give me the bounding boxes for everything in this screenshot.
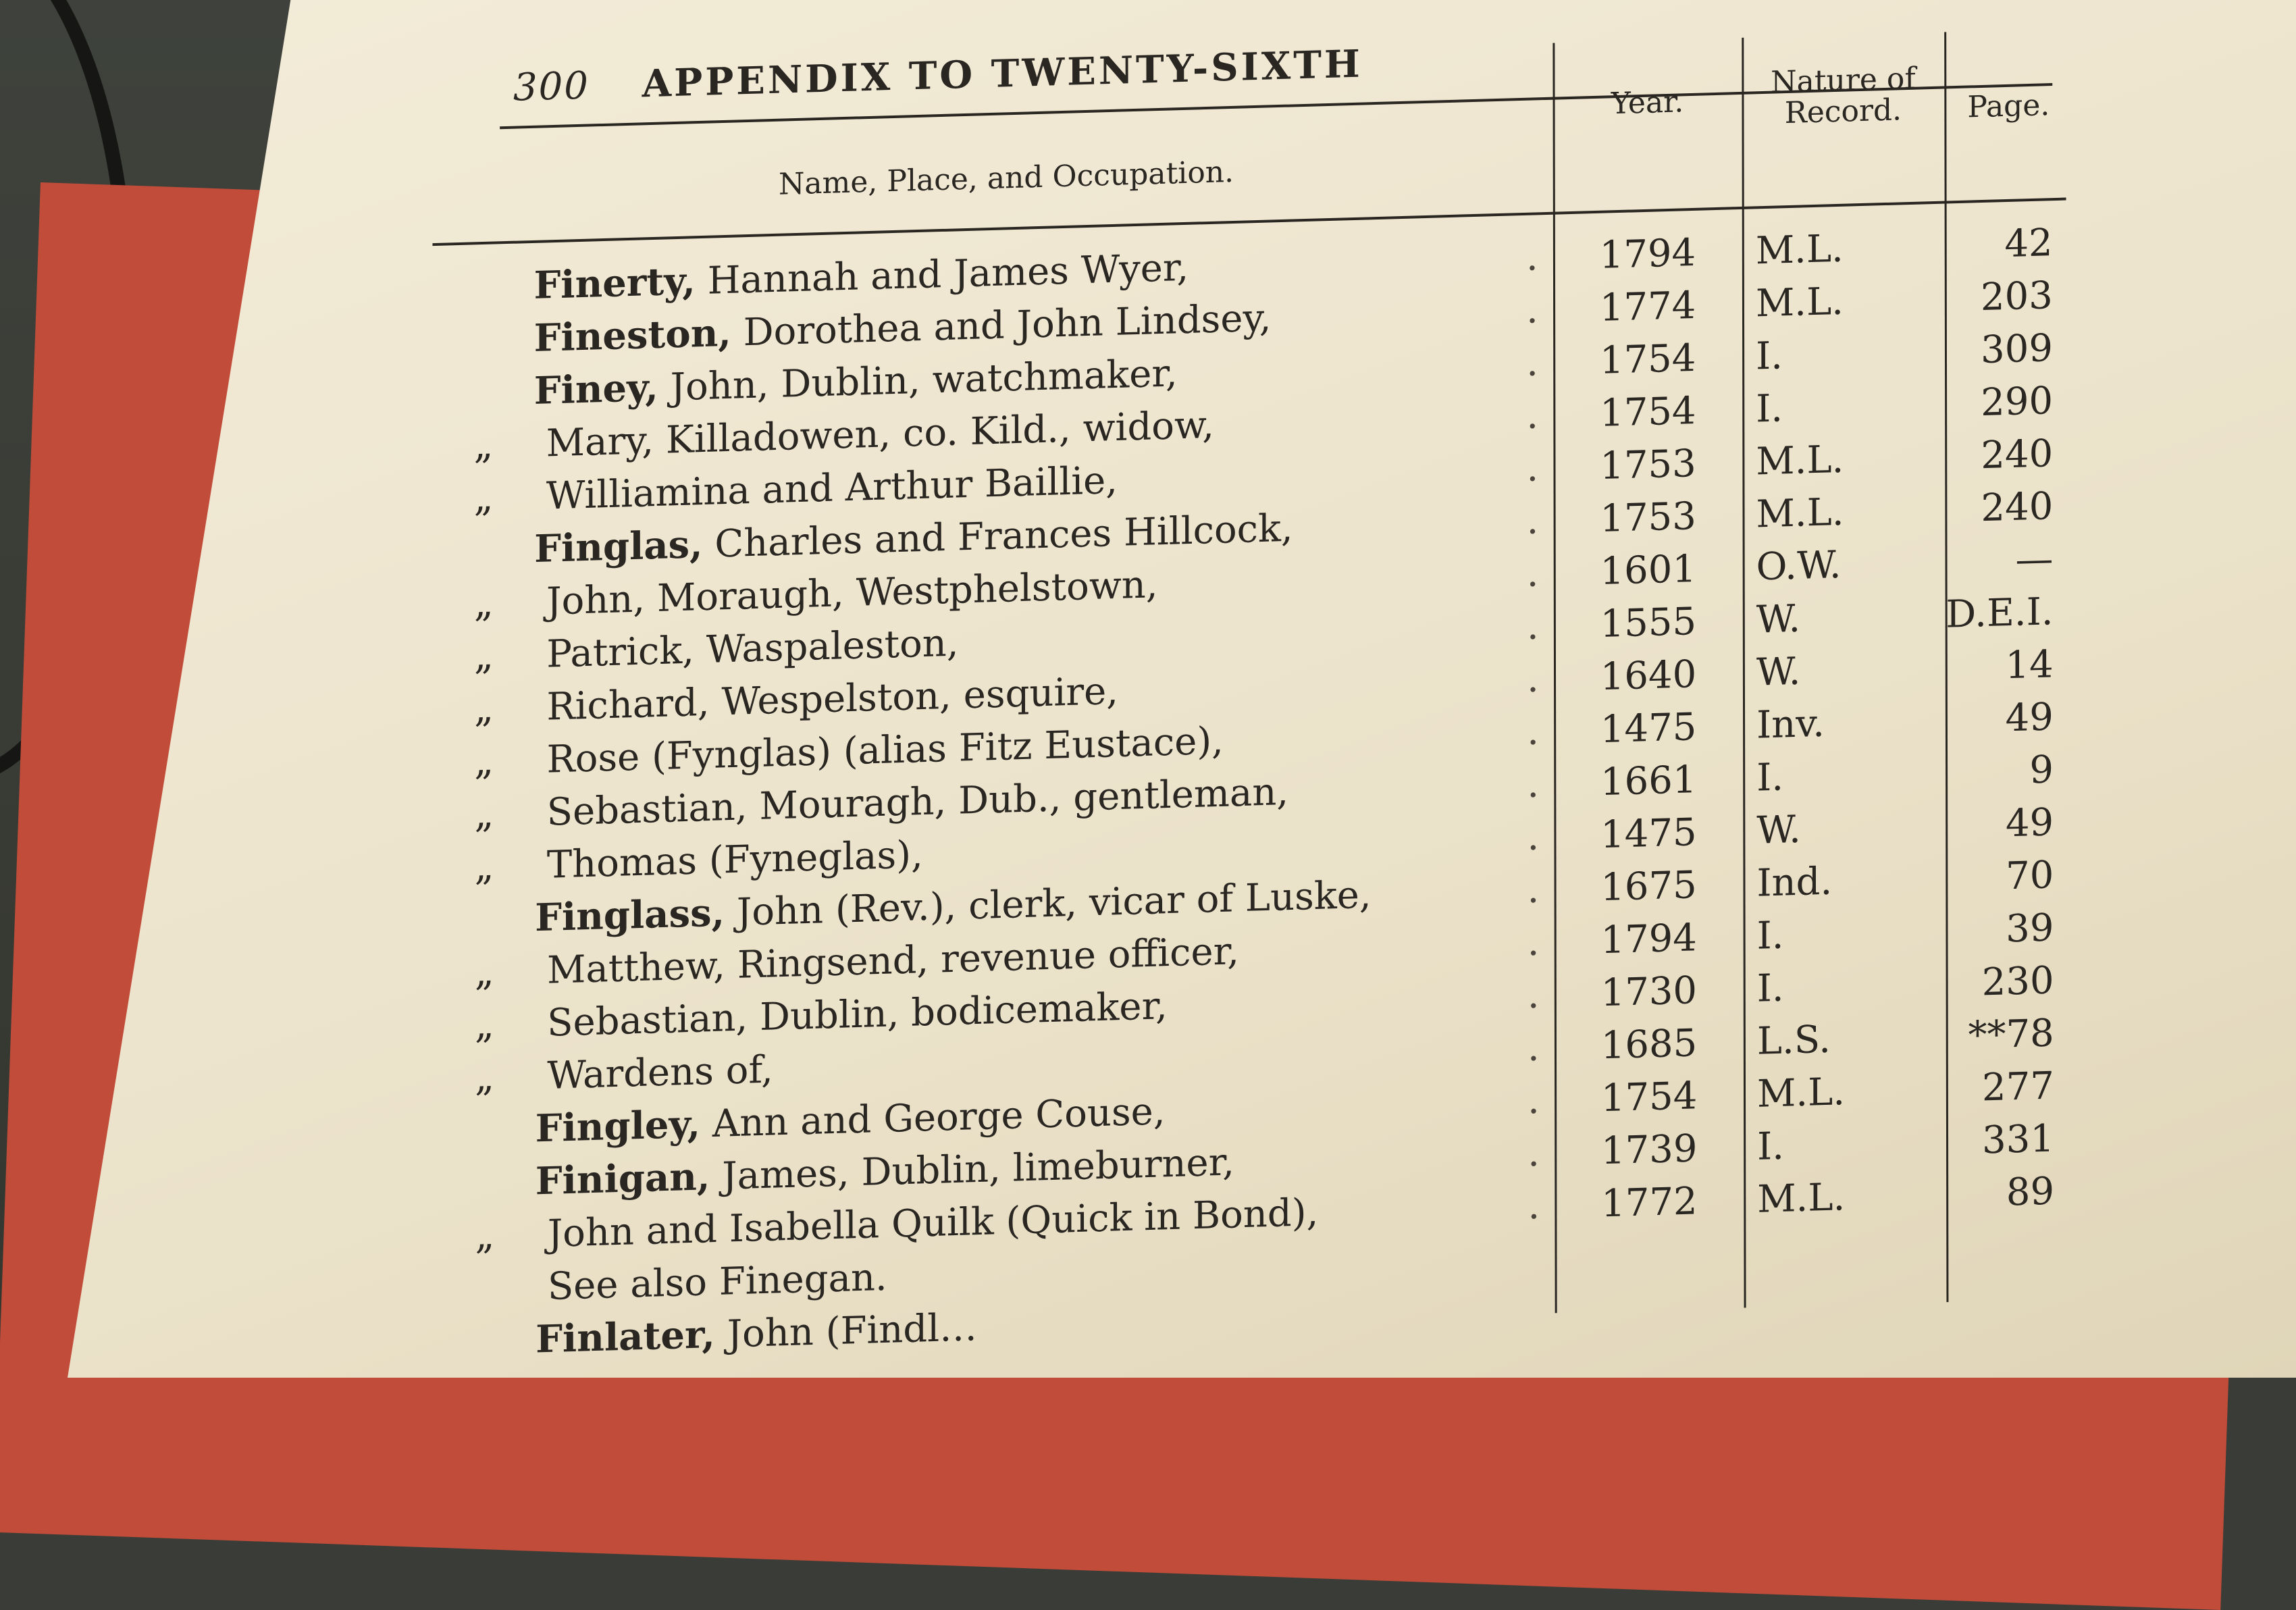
page-cell: 277 xyxy=(1939,1064,2054,1112)
year-cell: 1794 xyxy=(1555,914,1744,964)
surname: Finglass, xyxy=(535,890,725,940)
entry-details: Patrick, Waspaleston, xyxy=(546,621,958,677)
ditto-mark xyxy=(434,1194,536,1197)
nature-cell: M.L. xyxy=(1756,488,1931,536)
dot-leader: . xyxy=(1527,762,1539,807)
nature-cell: I. xyxy=(1757,1120,1933,1169)
ditto-mark: „ xyxy=(433,580,534,627)
year-cell: 1675 xyxy=(1555,862,1744,911)
entry-details: John, Dublin, watchmaker, xyxy=(671,351,1178,409)
index-table xyxy=(433,218,2055,1370)
ditto-mark xyxy=(434,1299,536,1302)
year-cell: 1739 xyxy=(1555,1125,1744,1174)
dot-leader: . xyxy=(1528,1026,1540,1070)
ditto-mark xyxy=(433,404,534,407)
column-header-nature: Nature of Record. xyxy=(1748,63,1937,130)
page-cell xyxy=(1939,1222,2054,1226)
nature-cell: I. xyxy=(1756,330,1931,378)
year-cell: 1685 xyxy=(1555,1020,1744,1069)
page-cell: 42 xyxy=(1938,221,2053,268)
ditto-mark xyxy=(433,298,534,301)
surname: Fingley, xyxy=(536,1102,701,1151)
page-cell: 39 xyxy=(1939,906,2054,953)
dot-leader: . xyxy=(1528,1184,1540,1228)
page-cell: 240 xyxy=(1938,484,2053,531)
year-cell: 1640 xyxy=(1554,651,1743,700)
dot-leader: . xyxy=(1528,973,1540,1018)
dot-leader: . xyxy=(1528,1131,1540,1176)
nature-cell: M.L. xyxy=(1756,435,1931,484)
page-cell: 309 xyxy=(1938,326,2053,373)
surname: Finglas, xyxy=(534,522,703,571)
nature-cell: W. xyxy=(1756,804,1932,852)
entry-details: Thomas (Fyneglas), xyxy=(547,833,923,887)
nature-cell: W. xyxy=(1756,593,1932,642)
year-cell: 1475 xyxy=(1554,809,1743,858)
year-cell: 1754 xyxy=(1553,335,1742,384)
page-cell: D.E.I. xyxy=(1939,590,2054,637)
page-cell: 70 xyxy=(1939,853,2054,900)
dot-leader: . xyxy=(1528,868,1540,912)
year-cell: 1555 xyxy=(1554,598,1743,648)
page-cell: — xyxy=(1938,537,2053,584)
year-cell: 1730 xyxy=(1555,967,1744,1016)
ditto-mark xyxy=(433,351,534,354)
entry-details: Hannah and James Wyer, xyxy=(708,246,1189,303)
surname: Finerty, xyxy=(533,259,695,308)
dot-leader: . xyxy=(1527,815,1539,860)
ditto-mark: „ xyxy=(434,1002,535,1048)
dot-leader: . xyxy=(1528,920,1540,965)
entry-details: Williamina and Arthur Baillie, xyxy=(546,459,1118,519)
nature-cell: M.L. xyxy=(1756,277,1931,326)
nature-cell: M.L. xyxy=(1757,1173,1933,1222)
nature-cell: M.L. xyxy=(1757,1068,1933,1116)
year-cell: 1601 xyxy=(1554,546,1743,595)
running-head: APPENDIX TO TWENTY-SIXTH xyxy=(642,42,1363,107)
dot-leader: . xyxy=(1527,499,1539,544)
entry-details: James, Dublin, limeburner, xyxy=(722,1140,1234,1198)
page-cell: 9 xyxy=(1939,748,2054,795)
entry-details: John (Rev.), clerk, vicar of Luske, xyxy=(737,873,1372,935)
entry-details: Dorothea and John Lindsey, xyxy=(743,296,1272,355)
ditto-mark xyxy=(433,562,534,565)
entry-details: Ann and George Couse, xyxy=(712,1089,1166,1146)
page-cell: 331 xyxy=(1939,1117,2054,1164)
year-cell: 1753 xyxy=(1554,493,1743,542)
ditto-mark: „ xyxy=(434,738,535,785)
column-header-name: Name, Place, and Occupation. xyxy=(635,153,1378,205)
page-number: 300 xyxy=(513,64,590,110)
ditto-mark: „ xyxy=(433,422,534,469)
entry-details: See also Finegan. xyxy=(548,1255,887,1309)
nature-cell: I. xyxy=(1757,909,1933,958)
year-cell: 1754 xyxy=(1553,388,1742,437)
year-cell: 1753 xyxy=(1553,440,1742,490)
nature-cell: L.S. xyxy=(1757,1015,1933,1064)
entry-details: Sebastian, Dublin, bodicemaker, xyxy=(547,984,1168,1045)
ditto-mark: „ xyxy=(434,791,535,837)
year-cell: 1772 xyxy=(1555,1178,1744,1227)
entry-details: John and Isabella Quilk (Quick in Bond), xyxy=(548,1191,1319,1256)
entry-details: Rose (Fynglas) (alias Fitz Eustace), xyxy=(547,719,1224,782)
nature-cell: M.L. xyxy=(1756,224,1931,273)
page-cell: 89 xyxy=(1939,1170,2054,1217)
surname: Finey, xyxy=(534,365,658,413)
entry-details: Sebastian, Mouragh, Dub., gentleman, xyxy=(547,770,1289,835)
year-cell: 1794 xyxy=(1553,230,1742,279)
nature-cell: I. xyxy=(1756,382,1931,431)
page-cell xyxy=(1939,1275,2054,1278)
page-cell: 49 xyxy=(1939,695,2054,742)
page-cell: 14 xyxy=(1939,642,2054,690)
dot-leader: . xyxy=(1527,657,1539,702)
ditto-mark: „ xyxy=(434,1054,536,1101)
ditto-mark: „ xyxy=(434,843,535,890)
book-page xyxy=(432,16,2054,1345)
entry-details: Charles and Frances Hillcock, xyxy=(714,507,1293,567)
ditto-mark xyxy=(434,931,535,933)
ditto-mark xyxy=(434,1352,536,1355)
ditto-mark: „ xyxy=(434,685,535,732)
year-cell: 1774 xyxy=(1553,282,1742,332)
surname: Finigan, xyxy=(536,1154,710,1203)
column-header-year: Year. xyxy=(1560,85,1736,121)
page-cell: 290 xyxy=(1938,379,2053,426)
nature-cell: O.W. xyxy=(1756,540,1932,589)
surname: Finlater, xyxy=(536,1312,715,1361)
dot-leader: . xyxy=(1526,446,1538,490)
page-cell: **78 xyxy=(1939,1011,2054,1058)
dot-leader: . xyxy=(1527,552,1539,596)
ditto-mark: „ xyxy=(433,633,534,679)
ditto-mark: „ xyxy=(434,949,535,995)
year-cell: 1475 xyxy=(1554,704,1743,753)
nature-cell: Ind. xyxy=(1756,856,1932,905)
entry-details: Richard, Wespelston, esquire, xyxy=(546,669,1118,729)
ditto-mark xyxy=(434,1141,536,1144)
dot-leader: . xyxy=(1528,1079,1540,1123)
dot-leader: . xyxy=(1526,393,1538,438)
dot-leader: . xyxy=(1526,235,1538,280)
ditto-mark: „ xyxy=(434,1212,536,1259)
nature-cell: I. xyxy=(1756,751,1932,800)
dot-leader: . xyxy=(1527,604,1539,649)
nature-cell: W. xyxy=(1756,646,1932,694)
surname: Fineston, xyxy=(534,311,731,361)
page-cell: 240 xyxy=(1938,432,2053,479)
entry-details: John (Findl… xyxy=(727,1305,978,1356)
dot-leader: . xyxy=(1527,710,1539,754)
page-cell: 230 xyxy=(1939,958,2054,1006)
nature-cell: I. xyxy=(1757,962,1933,1010)
column-header-page: Page. xyxy=(1951,89,2066,124)
dot-leader: . xyxy=(1526,340,1538,385)
year-cell: 1661 xyxy=(1554,756,1743,806)
entry-details: John, Moraugh, Westphelstown, xyxy=(546,563,1158,623)
page-cell: 49 xyxy=(1939,800,2054,848)
dot-leader: . xyxy=(1526,288,1538,332)
entry-details: Matthew, Ringsend, revenue officer, xyxy=(547,929,1239,993)
entry-details: Wardens of, xyxy=(547,1047,773,1097)
year-cell: 1754 xyxy=(1555,1072,1744,1122)
page-cell: 203 xyxy=(1938,274,2053,321)
ditto-mark: „ xyxy=(433,475,534,521)
nature-cell: Inv. xyxy=(1756,698,1932,747)
entry-details: Mary, Killadowen, co. Kild., widow, xyxy=(546,403,1214,466)
